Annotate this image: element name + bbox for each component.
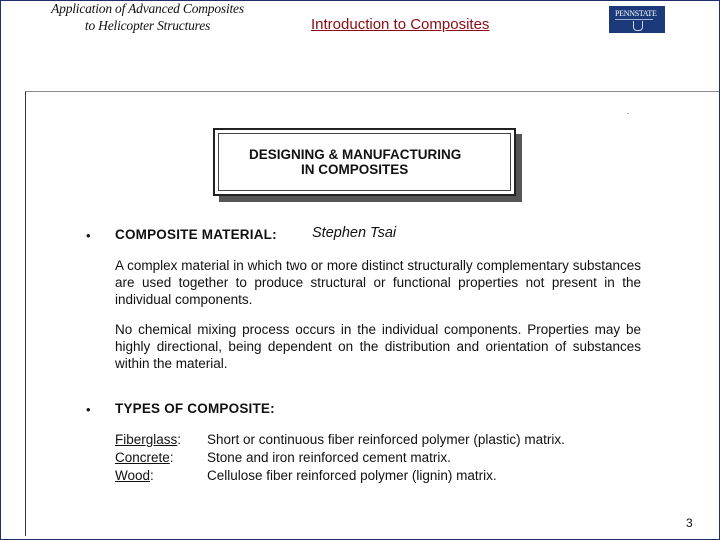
type-description: Short or continuous fiber reinforced polymer (plastic) matrix. (207, 432, 565, 447)
type-name: Fiberglass (115, 432, 178, 447)
composite-material-heading: COMPOSITE MATERIAL: (115, 227, 277, 242)
type-row (115, 431, 565, 449)
course-title (30, 0, 265, 34)
page-number: 3 (686, 516, 693, 530)
type-name: Concrete (115, 450, 170, 465)
type-name: Wood (115, 468, 151, 483)
box-title-line1: DESIGNING & MANUFACTURING (249, 147, 462, 162)
paragraph-definition: A complex material in which two or more distinct structurally complementary substances are used together to produce structural or functional properties not present in the individual components. (115, 258, 641, 307)
logo-divider (615, 19, 653, 20)
lecture-title[interactable]: Introduction to Composites (311, 16, 490, 33)
types-list (115, 431, 565, 485)
bullet-types: • (86, 402, 91, 417)
type-row (115, 467, 565, 485)
type-row (115, 449, 565, 467)
bullet-composite-material: • (86, 228, 91, 243)
shield-icon (633, 21, 643, 31)
logo-text: PENNSTATE (615, 9, 657, 18)
course-title-line1: Application of Advanced Composites (51, 1, 244, 16)
scanned-page (25, 91, 719, 536)
paragraph-properties: No chemical mixing process occurs in the individual components. Properties may be highly directional, being dependent on the distribution and orientation of substances within the material. (115, 322, 641, 371)
type-description: Cellulose fiber reinforced polymer (lignin) matrix. (207, 468, 497, 483)
types-heading: TYPES OF COMPOSITE: (115, 401, 275, 416)
type-colon: : (177, 432, 182, 447)
title-box (213, 128, 516, 196)
type-description: Stone and iron reinforced cement matrix. (207, 450, 451, 465)
type-colon: : (169, 450, 174, 465)
type-colon: : (150, 468, 154, 483)
course-title-line2: to Helicopter Structures (84, 18, 211, 33)
annotation-author: Stephen Tsai (312, 225, 397, 241)
scan-speck (627, 113, 629, 114)
box-title-line2: IN COMPOSITES (301, 162, 409, 177)
pennstate-logo (609, 6, 665, 33)
